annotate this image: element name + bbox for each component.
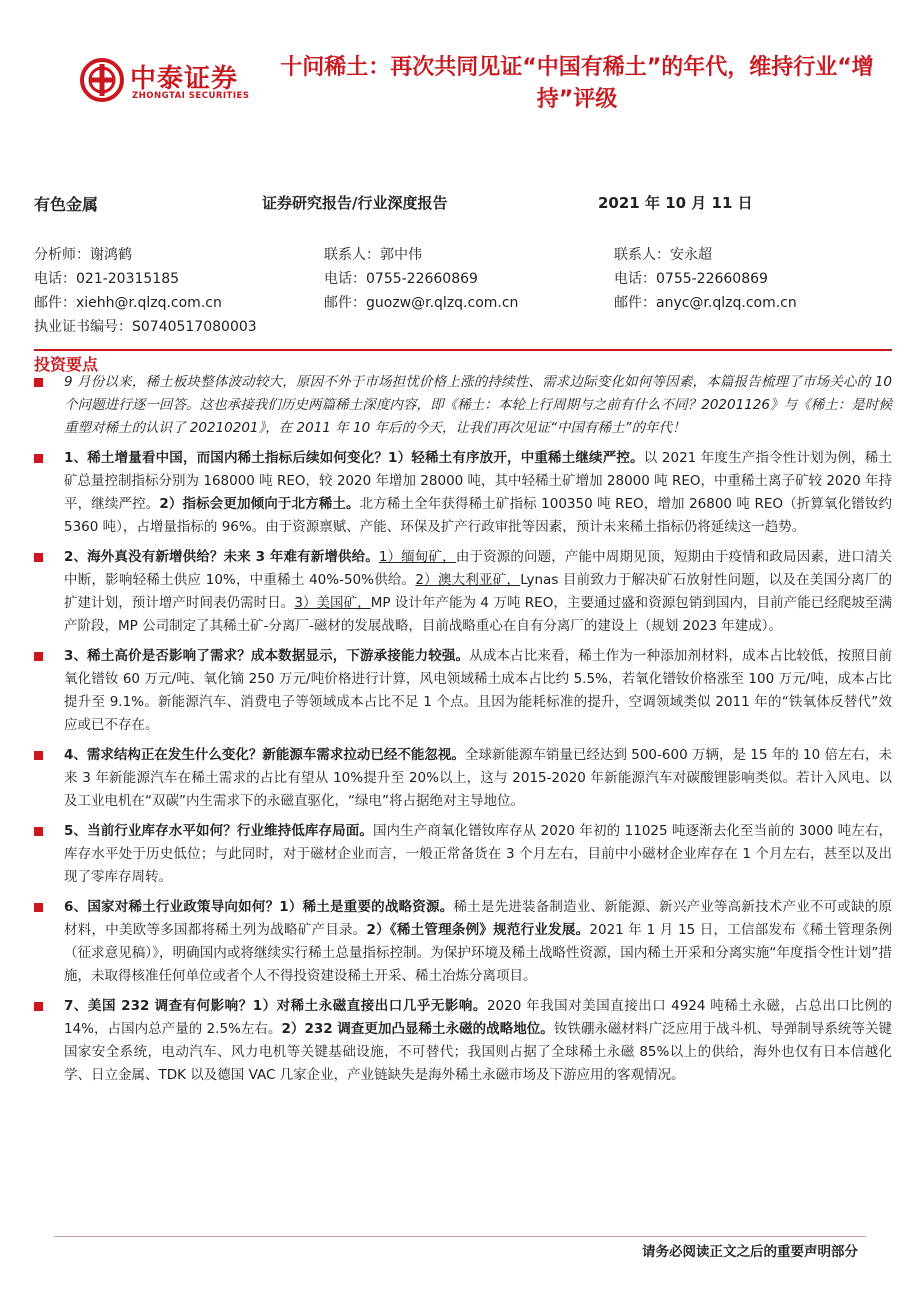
analyst-phone: 电话：021-20315185	[34, 271, 180, 287]
square-bullet-icon	[34, 553, 43, 562]
list-item: 9 月份以来，稀土板块整体波动较大，原因不外于市场担忧价格上涨的持续性、需求边际变化如何等因素，本篇报告梳理了市场关心的 10 个问题进行逐一回答。这也承接我们历史两篇稀土深度内容，即《稀土：本轮上行周期与之前有什么不同？20201126》与《稀土：是时候重塑对稀土的认识了 20210201》，在 2011 年 10 年后的今天，让我们再次见证“中国有稀土”的年代！	[30, 371, 892, 440]
section-title: 投资要点	[34, 355, 99, 374]
analyst-name: 分析师：谢鸿鹤	[34, 247, 132, 263]
square-bullet-icon	[34, 827, 43, 836]
contact2-email: 邮件：anyc@r.qlzq.com.cn	[614, 295, 797, 311]
list-item: 5、当前行业库存水平如何？行业维持低库存局面。国内生产商氧化镨钕库存从 2020 年初的 11025 吨逐渐去化至当前的 3000 吨左右，库存水平处于历史低位；与此同时，对于磁材企业而言，一般正常备货在 3 个月左右，目前中小磁材企业库存在 1 个月左右，甚至以及出现了零库存周转。	[30, 820, 892, 889]
footer-disclaimer: 请务必阅读正文之后的重要声明部分	[642, 1244, 858, 1260]
zhongtai-logo-icon	[80, 58, 124, 102]
logo-chinese-name: 中泰证券	[130, 64, 239, 94]
square-bullet-icon	[34, 903, 43, 912]
contact1-name: 联系人：郭中伟	[324, 247, 422, 263]
report-title: 十问稀土：再次共同见证“中国有稀土”的年代，维持行业“增持”评级	[280, 55, 874, 112]
contact1-info	[324, 243, 518, 315]
analyst-info	[34, 243, 257, 339]
list-item: 4、需求结构正在发生什么变化？新能源车需求拉动已经不能忽视。全球新能源车销量已经达到 500-600 万辆，是 15 年的 10 倍左右，未来 3 年新能源汽车在稀土需求的占比有望从 10%提升至 20%以上，这与 2015-2020 年新能源汽车对碳酸锂影响类似。若计入风电、以及工业电机在“双碳”内生需求下的永磁直驱化，“绿电”将占据绝对主导地位。	[30, 744, 892, 813]
contact1-email: 邮件：guozw@r.qlzq.com.cn	[324, 295, 519, 311]
sector-label: 有色金属	[34, 195, 99, 214]
section-header	[34, 349, 892, 373]
list-item: 2、海外真没有新增供给？未来 3 年难有新增供给。1）缅甸矿，由于资源的问题，产能中周期见顶，短期由于疫情和政局因素，进口清关中断，影响轻稀土供应 10%，中重稀土 40%-50%供给。2）澳大利亚矿，Lynas 目前致力于解决矿石放射性问题，以及在美国分离厂的扩建计划，预计增产时间表仍需时日。3）美国矿，MP 设计年产能为 4 万吨 REO，主要通过盛和资源包销到国内，目前产能已经爬坡至满产阶段，MP 公司制定了其稀土矿-分离厂-磁材的发展战略，目前战略重心在自有分离厂的建设上（规划 2023 年建成）。	[30, 546, 892, 638]
contact2-phone: 电话：0755-22660869	[614, 271, 768, 287]
list-item: 1、稀土增量看中国，而国内稀土指标后续如何变化？1）轻稀土有序放开，中重稀土继续严控。以 2021 年度生产指令性计划为例，稀土矿总量控制指标分别为 168000 吨 REO，较 2020 年增加 28000 吨，其中轻稀土矿增加 28000 吨 REO，中重稀土离子矿较 2020 年持平，继续严控。2）指标会更加倾向于北方稀土。北方稀土全年获得稀土矿指标 100350 吨 REO，增加 26800 吨 REO（折算氧化镨钕约 5360 吨），占增量指标的 96%。由于资源禀赋、产能、环保及扩产行政审批等因素，预计未来稀土指标仍将延续这一趋势。	[30, 447, 892, 539]
report-date: 2021 年 10 月 11 日	[598, 194, 753, 212]
square-bullet-icon	[34, 751, 43, 760]
contact2-name: 联系人：安永超	[614, 247, 712, 263]
analyst-license: 执业证书编号：S0740517080003	[34, 319, 257, 335]
report-type: 证券研究报告/行业深度报告	[262, 194, 448, 212]
company-logo	[80, 56, 250, 106]
list-item: 6、国家对稀土行业政策导向如何？1）稀土是重要的战略资源。稀土是先进装备制造业、新能源、新兴产业等高新技术产业不可或缺的原材料，中美欧等多国都将稀土列为战略矿产目录。2）《稀土管理条例》规范行业发展。2021 年 1 月 15 日，工信部发布《稀土管理条例（征求意见稿）》，明确国内或将继续实行稀土总量指标控制。为保护环境及稀土战略性资源，国内稀土开采和分离实施“年度指令性计划”措施，未取得核准任何单位或者个人不得投资建设稀土开采、稀土冶炼分离项目。	[30, 896, 892, 988]
logo-english-name: ZHONGTAI SECURITIES	[132, 91, 250, 101]
square-bullet-icon	[34, 454, 43, 463]
contact2-info	[614, 243, 797, 315]
list-item: 7、美国 232 调查有何影响？1）对稀土永磁直接出口几乎无影响。2020 年我国对美国直接出口 4924 吨稀土永磁，占总出口比例的 14%，占国内总产量的 2.5%左右。2）232 调查更加凸显稀土永磁的战略地位。钕铁硼永磁材料广泛应用于战斗机、导弹制导系统等关键国家安全系统，电动汽车、风力电机等关键基础设施，不可替代；我国则占据了全球稀土永磁 85%以上的供给，海外也仅有日本信越化学、日立金属、TDK 以及德国 VAC 几家企业，产业链缺失是海外稀土永磁市场及下游应用的客观情况。	[30, 995, 892, 1087]
square-bullet-icon	[34, 652, 43, 661]
contact1-phone: 电话：0755-22660869	[324, 271, 478, 287]
list-item: 3、稀土高价是否影响了需求？成本数据显示，下游承接能力较强。从成本占比来看，稀土作为一种添加剂材料，成本占比较低，按照目前氧化镨钕 60 万元/吨、氧化镝 250 万元/吨价格进行计算，风电领域稀土成本占比约 5.5%，若氧化镨钕价格涨至 100 万元/吨，成本占比提升至 9.1%。新能源汽车、消费电子等领域成本占比不足 1 个点。且因为能耗标准的提升，空调领域类似 2011 年的“铁氧体反替代”效应或已不存在。	[30, 645, 892, 737]
key-points	[30, 371, 892, 1094]
footer-divider	[54, 1236, 866, 1237]
square-bullet-icon	[34, 1002, 43, 1011]
analyst-email: 邮件：xiehh@r.qlzq.com.cn	[34, 295, 222, 311]
square-bullet-icon	[34, 378, 43, 387]
